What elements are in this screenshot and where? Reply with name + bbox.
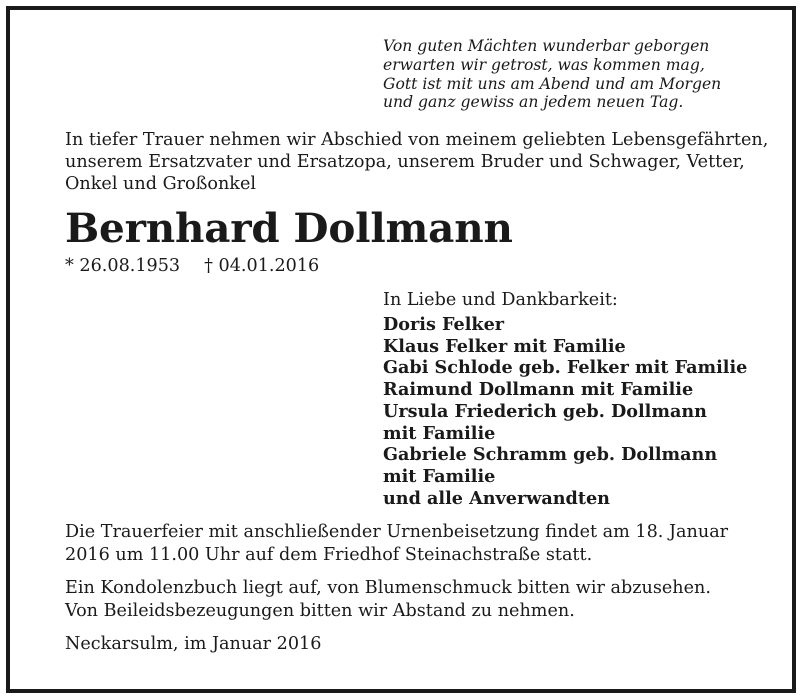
- condolence-line: Von Beileidsbezeugungen bitten wir Abstand zu nehmen.: [65, 600, 575, 621]
- intro-line: Onkel und Großonkel: [65, 174, 256, 194]
- signoff-line: In Liebe und Dankbarkeit:: [383, 290, 618, 310]
- mourner-line: mit Familie: [383, 465, 496, 487]
- intro-paragraph: [65, 129, 770, 195]
- poem-line: Gott ist mit uns am Abend und am Morgen: [383, 74, 722, 93]
- mourner-line: Gabriele Schramm geb. Dollmann: [383, 444, 718, 466]
- mourner-line: Gabi Schlode geb. Felker mit Familie: [383, 357, 748, 379]
- funeral-notice: [65, 521, 728, 566]
- place-and-date: Neckarsulm, im Januar 2016: [65, 634, 322, 654]
- mourner-line: mit Familie: [383, 422, 496, 444]
- mourner-line: Ursula Friederich geb. Dollmann: [383, 400, 707, 422]
- poem-line: Von guten Mächten wunderbar geborgen: [383, 37, 710, 55]
- intro-line: unserem Ersatzvater und Ersatzopa, unserem Bruder und Schwager, Vetter,: [65, 152, 745, 172]
- condolence-notice: [65, 577, 711, 622]
- mourner-line: Doris Felker: [383, 314, 505, 335]
- condolence-line: Ein Kondolenzbuch liegt auf, von Blumenschmuck bitten wir abzusehen.: [65, 578, 711, 598]
- life-dates: [65, 255, 319, 277]
- poem-verse: [383, 37, 721, 112]
- poem-line: und ganz gewiss an jedem neuen Tag.: [383, 93, 684, 112]
- funeral-line: Die Trauerfeier mit anschließender Urnenbeisetzung findet am 18. Januar: [65, 522, 729, 542]
- intro-line: In tiefer Trauer nehmen wir Abschied von meinem geliebten Lebensgefährten,: [65, 130, 769, 150]
- birth-date: * 26.08.1953: [65, 256, 181, 276]
- deceased-name: Bernhard Dollmann: [65, 204, 513, 252]
- death-date: † 04.01.2016: [204, 256, 320, 276]
- mourners-list: [383, 314, 747, 509]
- mourner-line: Raimund Dollmann mit Familie: [383, 379, 694, 401]
- mourner-line: und alle Anverwandten: [383, 487, 610, 509]
- mourner-line: Klaus Felker mit Familie: [383, 335, 626, 357]
- poem-line: erwarten wir getrost, was kommen mag,: [383, 55, 705, 74]
- funeral-line: 2016 um 11.00 Uhr auf dem Friedhof Steinachstraße statt.: [65, 544, 593, 565]
